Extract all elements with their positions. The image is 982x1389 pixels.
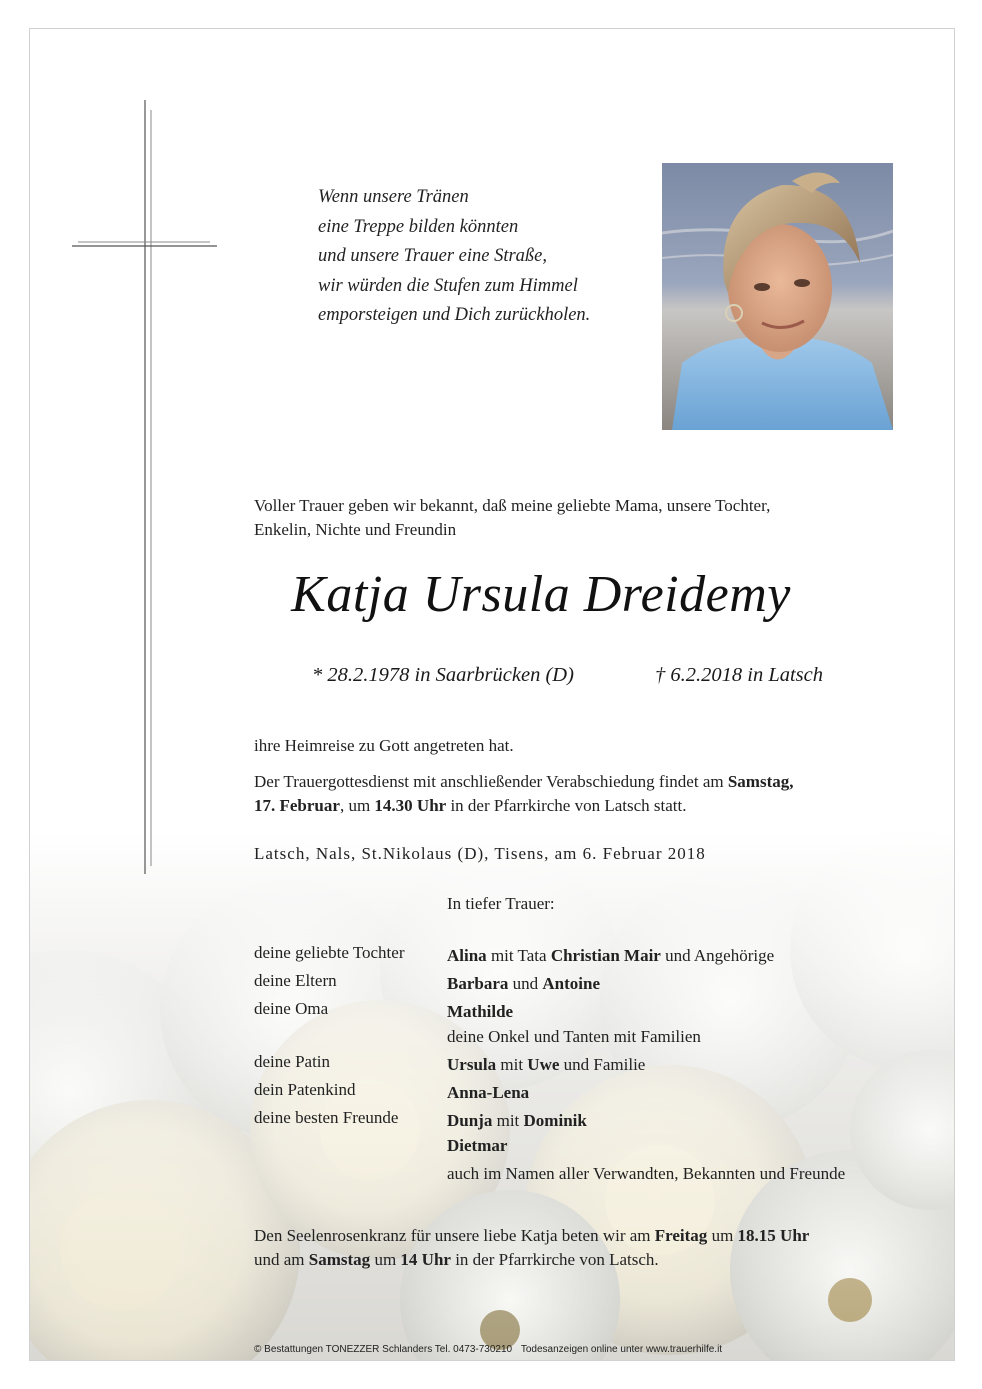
- poem: [318, 183, 638, 331]
- service-text-3: in der Pfarrkirche von Latsch statt.: [446, 796, 687, 815]
- mourner-names: [447, 1080, 529, 1105]
- footer-website: Todesanzeigen online unter www.trauerhilfe.it: [520, 1344, 723, 1355]
- mourner-text: mit Tata: [486, 946, 551, 965]
- mourner-name: Dunja: [447, 1111, 493, 1130]
- mourner-name: Antoine: [542, 974, 601, 993]
- mourner-text: mit: [496, 1055, 528, 1074]
- mourner-name: Alina: [447, 946, 487, 965]
- intro-text: [254, 494, 884, 542]
- rosary-time-2: 14 Uhr: [400, 1250, 451, 1269]
- rosary-text-2: um: [707, 1226, 738, 1245]
- mourner-relation: deine Eltern: [254, 971, 337, 990]
- heimreise-text: ihre Heimreise zu Gott angetreten hat.: [254, 736, 514, 755]
- death-date: † 6.2.2018 in Latsch: [655, 664, 823, 686]
- mourner-text: und: [508, 974, 543, 993]
- mourner-name: Mathilde: [447, 1002, 514, 1021]
- intro-line-1: Voller Trauer geben wir bekannt, daß meine geliebte Mama, unsere Tochter,: [254, 496, 771, 515]
- mourners-closing: auch im Namen aller Verwandten, Bekannten und Freunde: [447, 1164, 846, 1183]
- rosary-day-2: Samstag: [308, 1250, 371, 1269]
- mourner-names: [447, 1052, 645, 1077]
- rosary-line-2: [254, 1248, 934, 1272]
- mourner-text: und Angehörige: [660, 946, 775, 965]
- mourner-relation: deine Oma: [254, 999, 329, 1018]
- cross-icon: [70, 96, 220, 878]
- mourner-names: [447, 971, 600, 996]
- service-line-2: [254, 794, 894, 818]
- portrait-photo: [662, 163, 893, 430]
- service-date: 17. Februar: [254, 796, 340, 815]
- rosary-text-1: Den Seelenrosenkranz für unsere liebe Katja beten wir am: [254, 1226, 655, 1245]
- mourner-relation: dein Patenkind: [254, 1080, 356, 1099]
- mourner-name: Anna-Lena: [447, 1083, 530, 1102]
- mourner-text: mit: [492, 1111, 524, 1130]
- mourner-names: [447, 999, 701, 1049]
- mourner-relation: deine geliebte Tochter: [254, 943, 405, 962]
- footer-undertaker: © Bestattungen TONEZZER Schlanders Tel. 0473-730210: [254, 1344, 513, 1355]
- mourner-name: Ursula: [447, 1055, 497, 1074]
- rosary-text-4: um: [370, 1250, 401, 1269]
- service-text-2: , um: [339, 796, 375, 815]
- service-time: 14.30 Uhr: [374, 796, 447, 815]
- rosary-day-1: Freitag: [654, 1226, 708, 1245]
- poem-line: wir würden die Stufen zum Himmel: [318, 275, 578, 296]
- funeral-service-text: [254, 770, 894, 818]
- rosary-text: [254, 1224, 934, 1272]
- service-line-1: [254, 770, 894, 794]
- life-dates: [312, 664, 872, 687]
- birth-date: * 28.2.1978 in Saarbrücken (D): [312, 664, 574, 686]
- mourner-name: Christian Mair: [550, 946, 661, 965]
- place-and-date: Latsch, Nals, St.Nikolaus (D), Tisens, am 6. Februar 2018: [254, 844, 706, 863]
- mourner-names: [447, 1108, 587, 1158]
- intro-line-2: Enkelin, Nichte und Freundin: [254, 520, 457, 539]
- service-text-1: Der Trauergottesdienst mit anschließender Verabschiedung findet am: [254, 772, 728, 791]
- poem-line: und unsere Trauer eine Straße,: [318, 246, 548, 266]
- poem-line: emporsteigen und Dich zurückholen.: [318, 305, 591, 325]
- mourner-name: Barbara: [447, 974, 509, 993]
- mourner-text: und Familie: [559, 1055, 646, 1074]
- in-deep-mourning-heading: In tiefer Trauer:: [447, 894, 555, 913]
- rosary-text-3: und am: [254, 1250, 309, 1269]
- rosary-text-5: in der Pfarrkirche von Latsch.: [450, 1250, 659, 1269]
- mourner-relation: deine besten Freunde: [254, 1108, 399, 1127]
- poem-line: eine Treppe bilden könnten: [318, 216, 519, 237]
- rosary-time-1: 18.15 Uhr: [737, 1226, 810, 1245]
- footer: [254, 1344, 722, 1355]
- mourner-names: [447, 943, 774, 968]
- mourner-name: Uwe: [527, 1055, 560, 1074]
- rosary-line-1: [254, 1224, 934, 1248]
- mourner-text: deine Onkel und Tanten mit Familien: [447, 1027, 701, 1046]
- deceased-name: Katja Ursula Dreidemy: [291, 566, 791, 623]
- mourner-relation: deine Patin: [254, 1052, 331, 1071]
- poem-line: Wenn unsere Tränen: [318, 187, 469, 207]
- service-day: Samstag,: [727, 772, 794, 791]
- mourner-name: Dietmar: [447, 1136, 508, 1155]
- portrait-image: [662, 163, 893, 430]
- mourner-name: Dominik: [523, 1111, 587, 1130]
